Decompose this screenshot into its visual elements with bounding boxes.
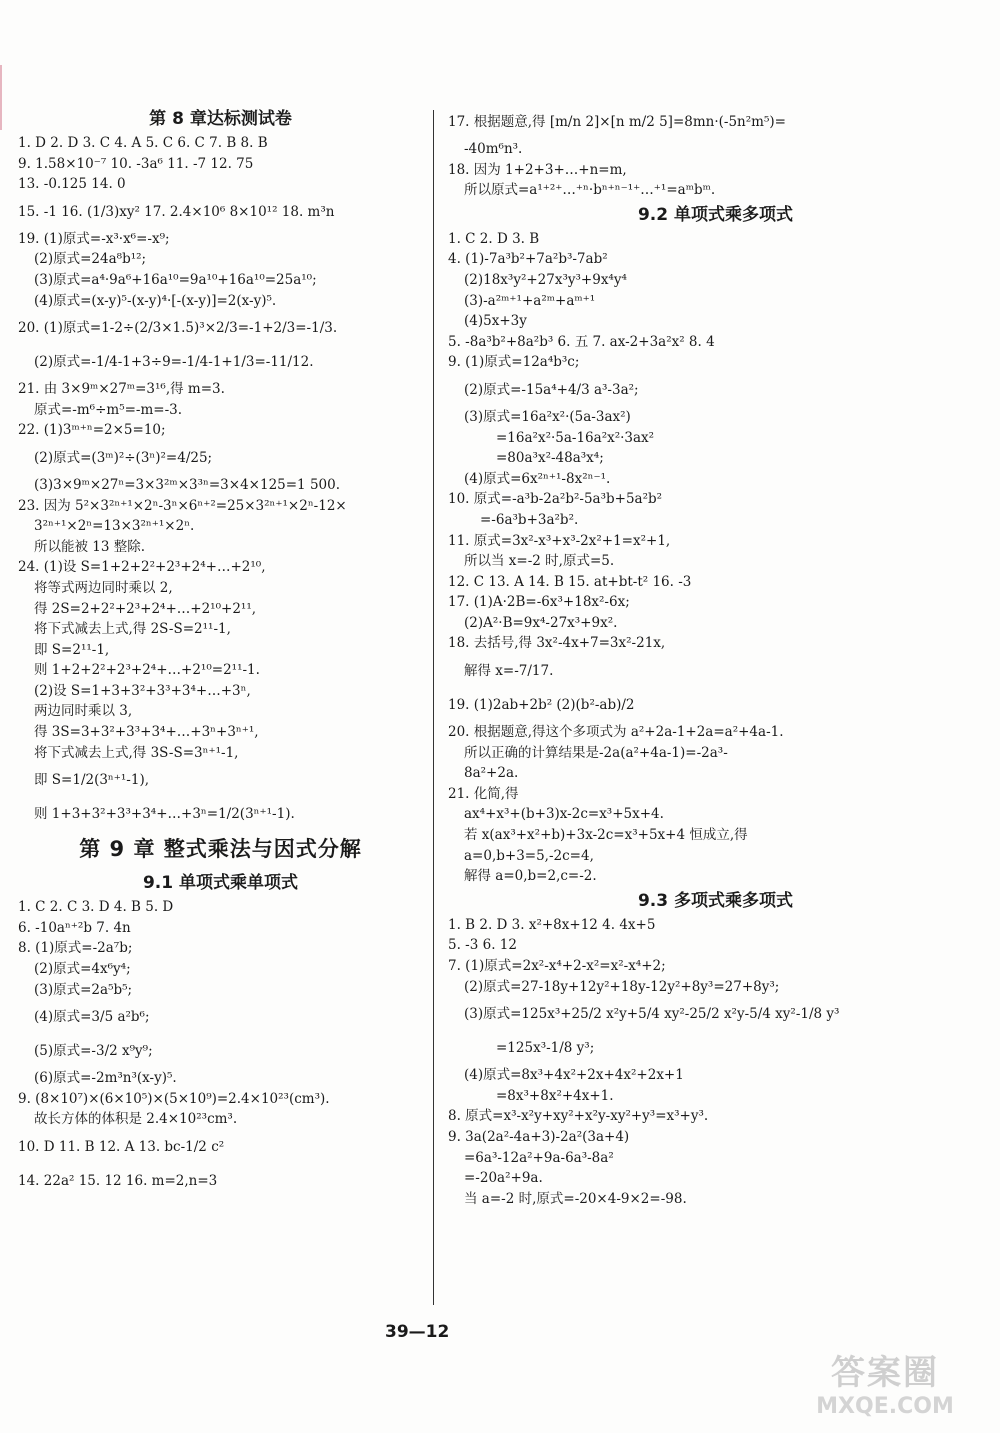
answer-line: 原式=-m⁶÷m⁵=-m=-3. bbox=[34, 401, 183, 418]
answer-line: 5. -8a³b²+8a²b³ 6. 五 7. ax-2+3a²x² 8. 4 bbox=[448, 333, 715, 350]
section-heading: 第 8 章达标测试卷 bbox=[149, 109, 292, 129]
answer-line: 所以正确的计算结果是-2a(a²+4a-1)=-2a³- bbox=[464, 744, 728, 761]
answer-line: 9. 1.58×10⁻⁷ 10. -3a⁶ 11. -7 12. 75 bbox=[18, 155, 254, 172]
answer-line: 8. (1)原式=-2a⁷b; bbox=[18, 940, 133, 957]
answer-line: ax⁴+x³+(b+3)x-2c=x³+5x+4. bbox=[464, 806, 664, 823]
right-column bbox=[448, 105, 983, 1209]
answer-line: 当 a=-2 时,原式=-20×4-9×2=-98. bbox=[464, 1190, 687, 1207]
answer-line: 15. -1 16. (1/3)xy² 17. 2.4×10⁶ 8×10¹² 18. m³n bbox=[18, 203, 335, 220]
answer-line: 9. 3a(2a²-4a+3)-2a²(3a+4) bbox=[448, 1128, 630, 1145]
answer-line: =16a²x²·5a-16a²x²·3ax² bbox=[496, 429, 655, 446]
answer-line: 8a²+2a. bbox=[464, 765, 519, 782]
answer-line: (3)原式=a⁴·9a⁶+16a¹⁰=9a¹⁰+16a¹⁰=25a¹⁰; bbox=[34, 271, 317, 288]
answer-line: 14. 22a² 15. 12 16. m=2,n=3 bbox=[18, 1173, 218, 1189]
answer-line: (3)原式=16a²x²·(5a-3ax²) bbox=[464, 408, 631, 425]
answer-line: 将等式两边同时乘以 2, bbox=[34, 579, 173, 596]
page-number: 39—12 bbox=[385, 1322, 450, 1342]
answer-line: (3)3×9ᵐ×27ⁿ=3×3²ᵐ×3³ⁿ=3×4×125=1 500. bbox=[34, 476, 340, 493]
answer-line: (2)原式=(3ᵐ)²÷(3ⁿ)²=4/25; bbox=[34, 449, 213, 466]
answer-line: 11. 原式=3x²-x³+x³-2x²+1=x²+1, bbox=[448, 532, 671, 549]
answer-line: 1. C 2. C 3. D 4. B 5. D bbox=[18, 899, 174, 916]
answer-line: (4)原式=(x-y)⁵-(x-y)⁴·[-(x-y)]=2(x-y)⁵. bbox=[34, 292, 277, 309]
answer-line: 12. C 13. A 14. B 15. at+bt-t² 16. -3 bbox=[448, 573, 692, 590]
section-heading: 9.2 单项式乘多项式 bbox=[637, 204, 794, 225]
page-edge-mark bbox=[0, 65, 2, 130]
answer-line: 则 1+2+2²+2³+2⁴+…+2¹⁰=2¹¹-1. bbox=[34, 662, 260, 679]
answer-line: 7. (1)原式=2x²-x⁴+2-x²=x²-x⁴+2; bbox=[448, 958, 666, 974]
answer-line: (2)原式=24a⁸b¹²; bbox=[34, 251, 147, 268]
answer-line: (4)5x+3y bbox=[464, 313, 527, 330]
answer-line: 22. (1)3ᵐ⁺ⁿ=2×5=10; bbox=[18, 422, 166, 439]
answer-line: 3²ⁿ⁺¹×2ⁿ=13×3²ⁿ⁺¹×2ⁿ. bbox=[34, 518, 195, 535]
answer-line: 9. (8×10⁷)×(6×10⁵)×(5×10⁹)=2.4×10²³(cm³). bbox=[18, 1090, 330, 1107]
answer-line: 所以当 x=-2 时,原式=5. bbox=[464, 553, 615, 570]
answer-line: -40m⁶n³. bbox=[464, 141, 523, 157]
answer-line: =6a³-12a²+9a-6a³-8a² bbox=[464, 1149, 614, 1166]
answer-line: (4)原式=3/5 a²b⁶; bbox=[34, 1009, 150, 1026]
answer-line: (5)原式=-3/2 x⁹y⁹; bbox=[34, 1043, 153, 1060]
section-heading: 9.1 单项式乘单项式 bbox=[142, 873, 299, 894]
answer-line: (3)原式=2a⁵b⁵; bbox=[34, 981, 133, 998]
answer-line: 5. -3 6. 12 bbox=[448, 937, 517, 954]
answer-line: 得 3S=3+3²+3³+3⁴+…+3ⁿ+3ⁿ⁺¹, bbox=[34, 724, 259, 741]
watermark bbox=[785, 1345, 985, 1425]
answer-line: (6)原式=-2m³n³(x-y)⁵. bbox=[34, 1070, 177, 1087]
watermark-url: MXQE.COM bbox=[816, 1394, 954, 1419]
answer-line: 24. (1)设 S=1+2+2²+2³+2⁴+…+2¹⁰, bbox=[18, 559, 266, 576]
answer-line: 4. (1)-7a³b²+7a²b³-7ab² bbox=[448, 251, 608, 268]
answer-line: 17. 根据题意,得 [m/n 2]×[n m/2 5]=8mn·(-5n²m⁵)= bbox=[448, 114, 786, 130]
answer-line: 20. 根据题意,得这个多项式为 a²+2a-1+2a=a²+4a-1. bbox=[448, 724, 784, 741]
answer-line: (2)A²·B=9x⁴-27x³+9x². bbox=[464, 614, 618, 631]
answer-line: 19. (1)原式=-x³·x⁶=-x⁹; bbox=[18, 230, 170, 247]
watermark-logo: 答案圈 bbox=[831, 1353, 939, 1393]
answer-line: 故长方体的体积是 2.4×10²³cm³. bbox=[34, 1111, 238, 1128]
answer-line: 1. C 2. D 3. B bbox=[448, 230, 540, 247]
answer-line: 20. (1)原式=1-2÷(2/3×1.5)³×2/3=-1+2/3=-1/3. bbox=[18, 320, 338, 337]
answer-line: 解得 a=0,b=2,c=-2. bbox=[464, 868, 597, 885]
answer-line: (4)原式=6x²ⁿ⁺¹-8x²ⁿ⁻¹. bbox=[464, 470, 611, 487]
answer-line: a=0,b+3=5,-2c=4, bbox=[464, 847, 594, 864]
answer-line: 解得 x=-7/17. bbox=[464, 663, 554, 680]
answer-line: =80a³x²-48a³x⁴; bbox=[496, 450, 604, 467]
answer-line: 1. B 2. D 3. x²+8x+12 4. 4x+5 bbox=[448, 916, 656, 933]
answer-line: 8. 原式=x³-x²y+xy²+x²y-xy²+y³=x³+y³. bbox=[448, 1108, 709, 1125]
answer-line: =-6a³b+3a²b². bbox=[480, 511, 579, 528]
answer-line: 13. -0.125 14. 0 bbox=[18, 176, 126, 193]
answer-line: 17. (1)A·2B=-6x³+18x²-6x; bbox=[448, 594, 630, 611]
answer-line: (2)原式=-15a⁴+4/3 a³-3a²; bbox=[464, 381, 639, 398]
answer-line: 10. 原式=-a³b-2a²b²-5a³b+5a²b² bbox=[448, 491, 663, 508]
answer-line: 18. 去括号,得 3x²-4x+7=3x²-21x, bbox=[448, 635, 666, 652]
section-heading: 9.3 多项式乘多项式 bbox=[637, 890, 794, 911]
answer-line: (2)原式=-1/4-1+3÷9=-1/4-1+1/3=-11/12. bbox=[34, 354, 314, 371]
answer-line: 23. 因为 5²×3²ⁿ⁺¹×2ⁿ-3ⁿ×6ⁿ⁺²=25×3²ⁿ⁺¹×2ⁿ-12× bbox=[18, 497, 347, 514]
answer-line: 所以原式=a¹⁺²⁺…⁺ⁿ·bⁿ⁺ⁿ⁻¹⁺…⁺¹=aᵐbᵐ. bbox=[464, 182, 716, 199]
answer-line: 若 x(ax³+x²+b)+3x-2c=x³+5x+4 恒成立,得 bbox=[464, 827, 748, 844]
answer-line: 18. 因为 1+2+3+…+n=m, bbox=[448, 161, 627, 178]
answer-line: 10. D 11. B 12. A 13. bc-1/2 c² bbox=[18, 1139, 225, 1155]
answer-line: 19. (1)2ab+2b² (2)(b²-ab)/2 bbox=[448, 697, 635, 714]
answer-line: 9. (1)原式=12a⁴b³c; bbox=[448, 354, 580, 371]
answer-line: 21. 化简,得 bbox=[448, 785, 519, 802]
answer-line: (2)18x³y²+27x³y³+9x⁴y⁴ bbox=[464, 271, 627, 288]
answer-line: 即 S=1/2(3ⁿ⁺¹-1), bbox=[34, 772, 150, 789]
answer-line: 即 S=2¹¹-1, bbox=[34, 641, 110, 658]
answer-line: (3)-a²ᵐ⁺¹+a²ᵐ+aᵐ⁺¹ bbox=[464, 292, 596, 309]
answer-line: =125x³-1/8 y³; bbox=[496, 1040, 595, 1057]
answer-line: (4)原式=8x³+4x²+2x+4x²+2x+1 bbox=[464, 1067, 684, 1084]
answer-line: 21. 由 3×9ᵐ×27ᵐ=3¹⁶,得 m=3. bbox=[18, 381, 225, 398]
left-column bbox=[18, 105, 423, 1198]
answer-line: 将下式减去上式,得 2S-S=2¹¹-1, bbox=[34, 621, 231, 638]
answer-line: 则 1+3+3²+3³+3⁴+…+3ⁿ=1/2(3ⁿ⁺¹-1). bbox=[34, 806, 295, 823]
answer-line: (2)原式=4x⁶y⁴; bbox=[34, 961, 131, 978]
answer-line: 得 2S=2+2²+2³+2⁴+…+2¹⁰+2¹¹, bbox=[34, 600, 257, 617]
answer-line: (2)设 S=1+3+3²+3³+3⁴+…+3ⁿ, bbox=[34, 682, 251, 699]
answer-line: 6. -10aⁿ⁺²b 7. 4n bbox=[18, 919, 131, 936]
answer-line: 1. D 2. D 3. C 4. A 5. C 6. C 7. B 8. B bbox=[18, 135, 268, 151]
answer-line: =8x³+8x²+4x+1. bbox=[496, 1087, 614, 1104]
answer-line: (3)原式=125x³+25/2 x²y+5/4 xy²-25/2 x²y-5/4 xy²-1/8 y³ bbox=[464, 1006, 840, 1023]
answer-line: 将下式减去上式,得 3S-S=3ⁿ⁺¹-1, bbox=[34, 744, 239, 761]
answer-line: (2)原式=27-18y+12y²+18y-12y²+8y³=27+8y³; bbox=[464, 978, 780, 995]
answer-line: 所以能被 13 整除. bbox=[34, 538, 146, 555]
answer-line: 两边同时乘以 3, bbox=[34, 703, 133, 720]
chapter-heading: 第 9 章 整式乘法与因式分解 bbox=[79, 837, 362, 862]
column-divider bbox=[433, 110, 434, 1305]
answer-line: =-20a²+9a. bbox=[464, 1170, 543, 1187]
